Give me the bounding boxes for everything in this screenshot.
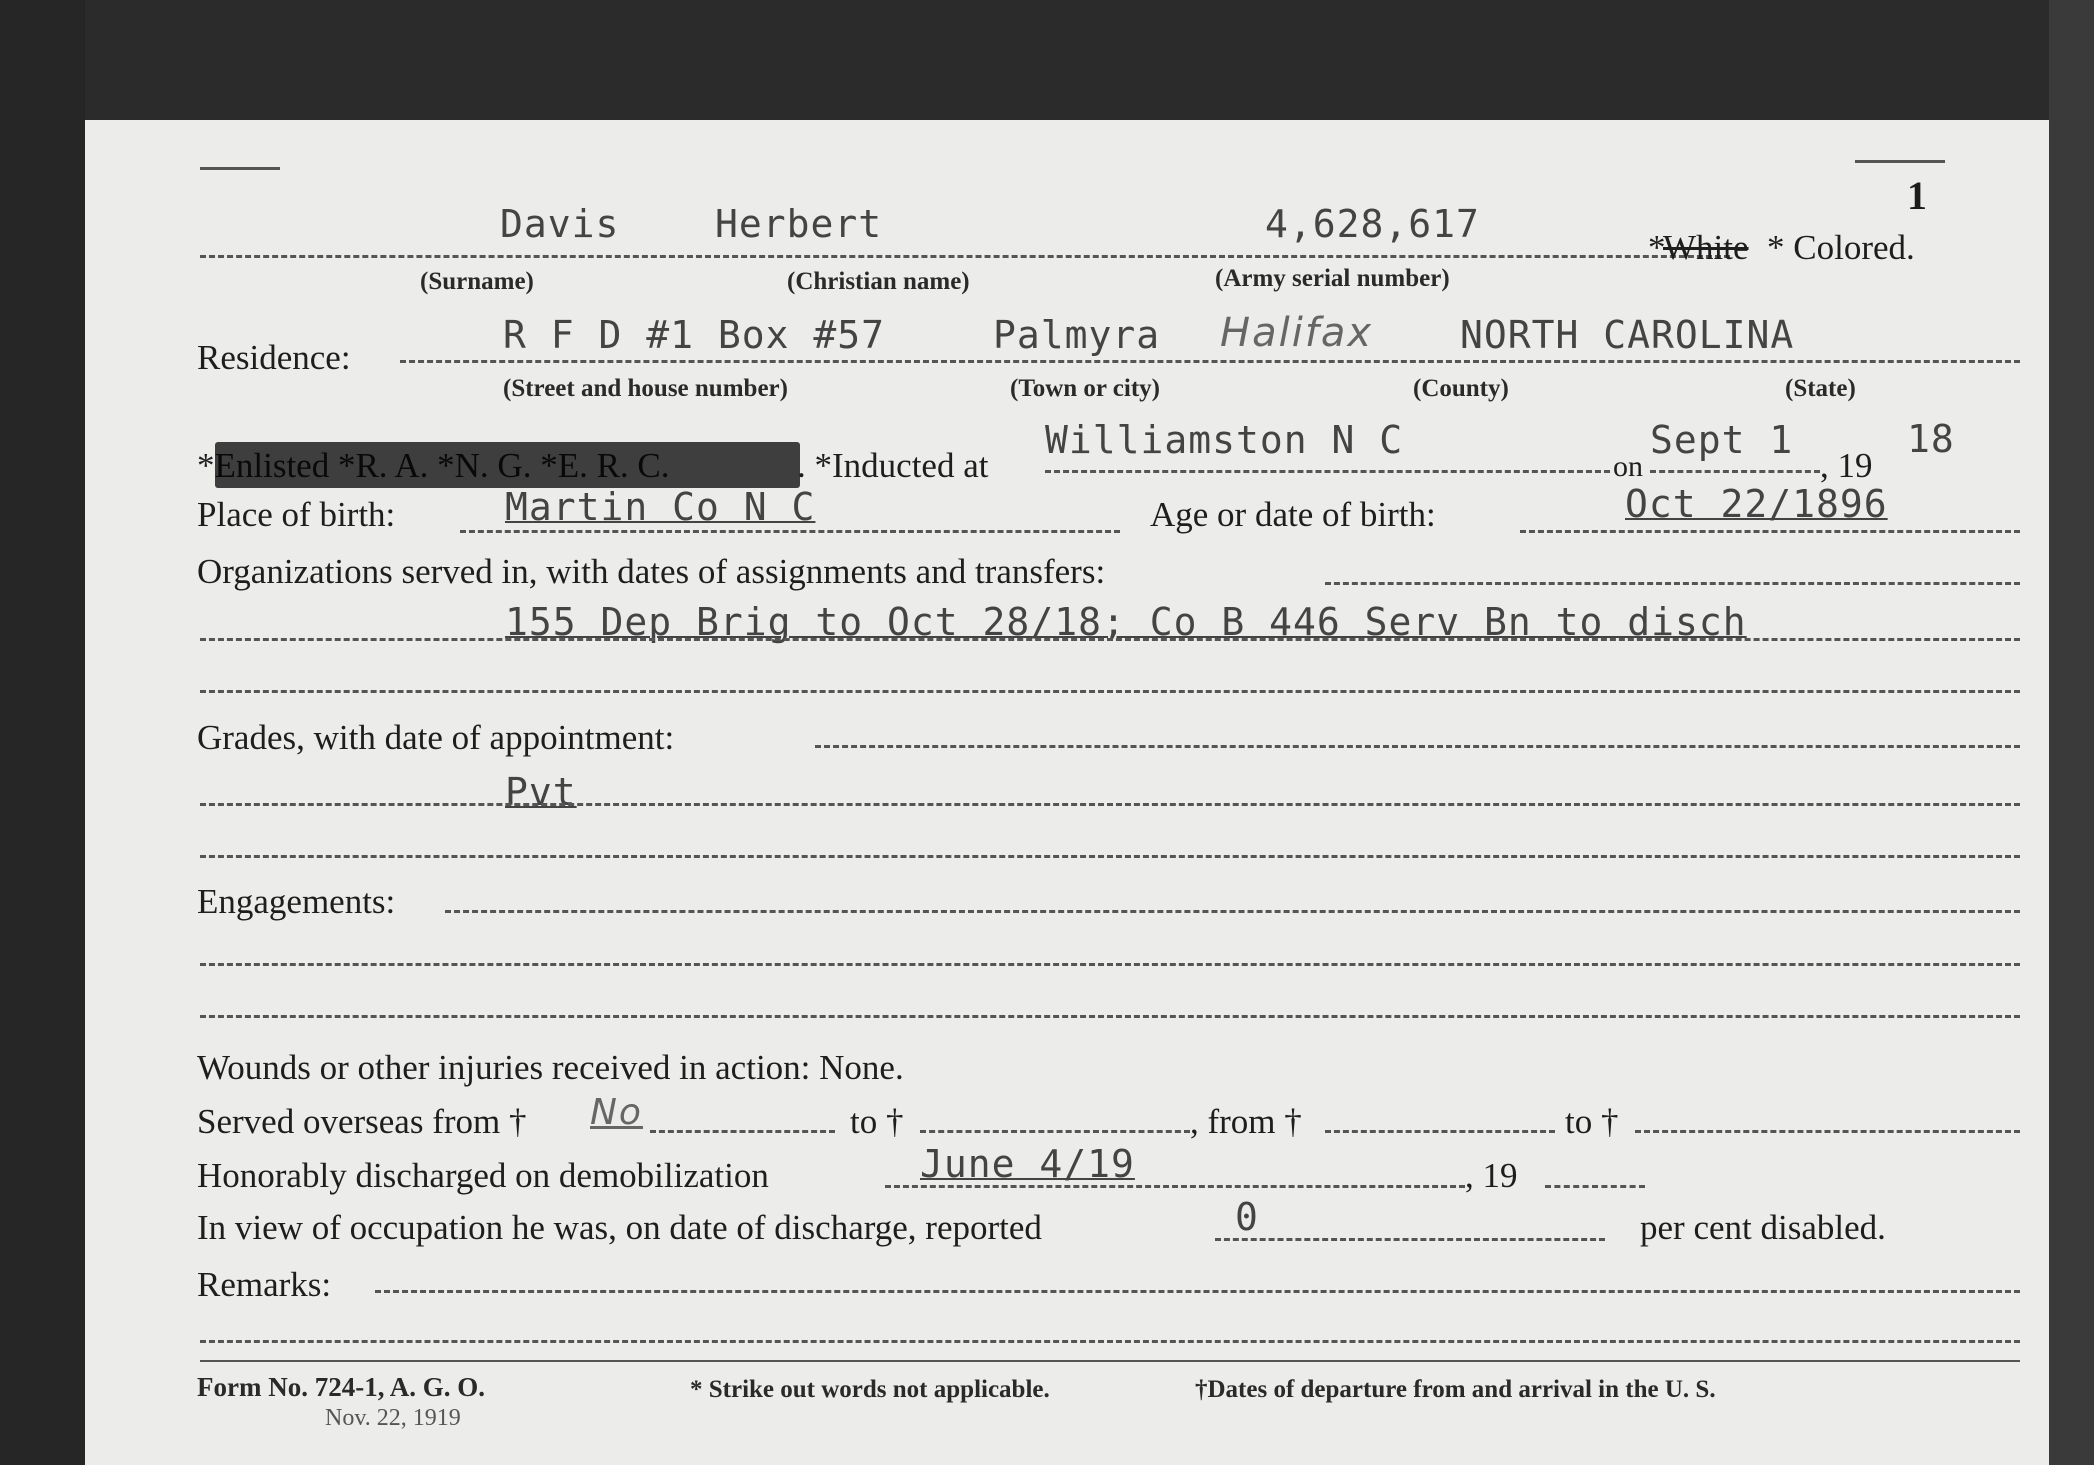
discharge-date-value: June 4/19	[920, 1142, 1135, 1186]
inducted-year-value: 18	[1907, 417, 1955, 461]
occupation-label: In view of occupation he was, on date of discharge, reported	[197, 1208, 1042, 1247]
organizations-line-1	[1325, 582, 2020, 585]
card-number: 1	[1907, 173, 1927, 218]
organizations-line-2	[200, 638, 2020, 641]
inducted-at-value: Williamston N C	[1045, 418, 1404, 462]
discharged-label: Honorably discharged on demobilization	[197, 1156, 769, 1195]
organizations-line-3	[200, 690, 2020, 693]
enlisted-options-label: *Enlisted *R. A. *N. G. *E. R. C.	[197, 446, 670, 485]
overseas-to2-line	[1635, 1130, 2020, 1133]
form-date: Nov. 22, 1919	[325, 1405, 461, 1431]
overseas-from2-line	[1325, 1130, 1555, 1133]
surname-value: Davis	[500, 202, 620, 246]
inducted-date-value: Sept 1	[1650, 418, 1794, 462]
percent-disabled-line	[1215, 1238, 1605, 1241]
footer-rule	[200, 1360, 2020, 1362]
overseas-to-label: to †	[850, 1102, 904, 1141]
year-prefix: , 19	[1820, 446, 1873, 485]
christian-name-label: (Christian name)	[787, 268, 970, 295]
town-label: (Town or city)	[1010, 375, 1160, 402]
overseas-from2-label: , from †	[1190, 1102, 1302, 1141]
per-cent-disabled-label: per cent disabled.	[1640, 1208, 1886, 1247]
county-label: (County)	[1413, 375, 1509, 402]
christian-name-value: Herbert	[715, 202, 883, 246]
inducted-at-line	[1045, 470, 1610, 473]
strike-note: * Strike out words not applicable.	[690, 1376, 1050, 1403]
place-of-birth-line	[460, 530, 1120, 533]
percent-disabled-value: 0	[1235, 1195, 1259, 1239]
remarks-label: Remarks:	[197, 1265, 332, 1304]
top-left-rule	[200, 167, 280, 170]
overseas-from-value: No	[590, 1092, 643, 1133]
residence-label: Residence:	[197, 338, 351, 377]
discharge-year-prefix: , 19	[1465, 1156, 1518, 1195]
age-or-dob-label: Age or date of birth:	[1150, 495, 1436, 534]
residence-street-value: R F D #1 Box #57	[503, 313, 886, 357]
residence-line	[400, 360, 2020, 363]
grades-line-3	[200, 855, 2020, 858]
on-label: on	[1613, 450, 1643, 483]
race-white-option: White	[1663, 228, 1749, 267]
overseas-to2-label: to †	[1565, 1102, 1619, 1141]
dates-note: †Dates of departure from and arrival in the U. S.	[1195, 1376, 1716, 1403]
discharge-date-line	[885, 1185, 1465, 1188]
inducted-at-label: . *Inducted at	[797, 446, 989, 485]
race-prefix: *	[1648, 228, 1666, 267]
service-record-card	[85, 120, 2049, 1465]
place-of-birth-value: Martin Co N C	[505, 485, 816, 529]
name-line	[200, 255, 1730, 258]
background-left-edge	[0, 0, 85, 1465]
serial-label: (Army serial number)	[1215, 265, 1450, 292]
inducted-date-line	[1650, 470, 1820, 473]
form-number: Form No. 724-1, A. G. O.	[197, 1372, 485, 1402]
race-colored-option: * Colored.	[1767, 228, 1915, 267]
engagements-line-3	[200, 1015, 2020, 1018]
engagements-line-1	[445, 910, 2020, 913]
organizations-label: Organizations served in, with dates of assignments and transfers:	[197, 552, 1106, 591]
grades-line-1	[815, 745, 2020, 748]
wounds-label: Wounds or other injuries received in action: None.	[197, 1048, 904, 1087]
discharge-year-line	[1545, 1185, 1645, 1188]
overseas-from-line	[650, 1130, 835, 1133]
top-right-rule	[1855, 160, 1945, 163]
engagements-line-2	[200, 963, 2020, 966]
residence-county-value: Halifax	[1220, 310, 1374, 356]
overseas-to-line	[920, 1130, 1190, 1133]
residence-town-value: Palmyra	[993, 313, 1161, 357]
organizations-value: 155 Dep Brig to Oct 28/18; Co B 446 Serv Bn to disch	[505, 600, 1747, 644]
serial-number-value: 4,628,617	[1265, 202, 1480, 246]
place-of-birth-label: Place of birth:	[197, 495, 396, 534]
served-overseas-label: Served overseas from †	[197, 1102, 527, 1141]
engagements-label: Engagements:	[197, 882, 396, 921]
state-label: (State)	[1785, 375, 1856, 402]
date-of-birth-line	[1520, 530, 2020, 533]
street-label: (Street and house number)	[503, 375, 788, 402]
remarks-line-2	[200, 1340, 2020, 1343]
date-of-birth-value: Oct 22/1896	[1625, 482, 1888, 526]
residence-state-value: NORTH CAROLINA	[1460, 313, 1795, 357]
grade-value: Pvt	[505, 770, 577, 814]
grades-label: Grades, with date of appointment:	[197, 718, 675, 757]
grades-line-2	[200, 803, 2020, 806]
surname-label: (Surname)	[420, 268, 534, 295]
remarks-line-1	[375, 1290, 2020, 1293]
background-right-edge	[2049, 0, 2094, 1465]
